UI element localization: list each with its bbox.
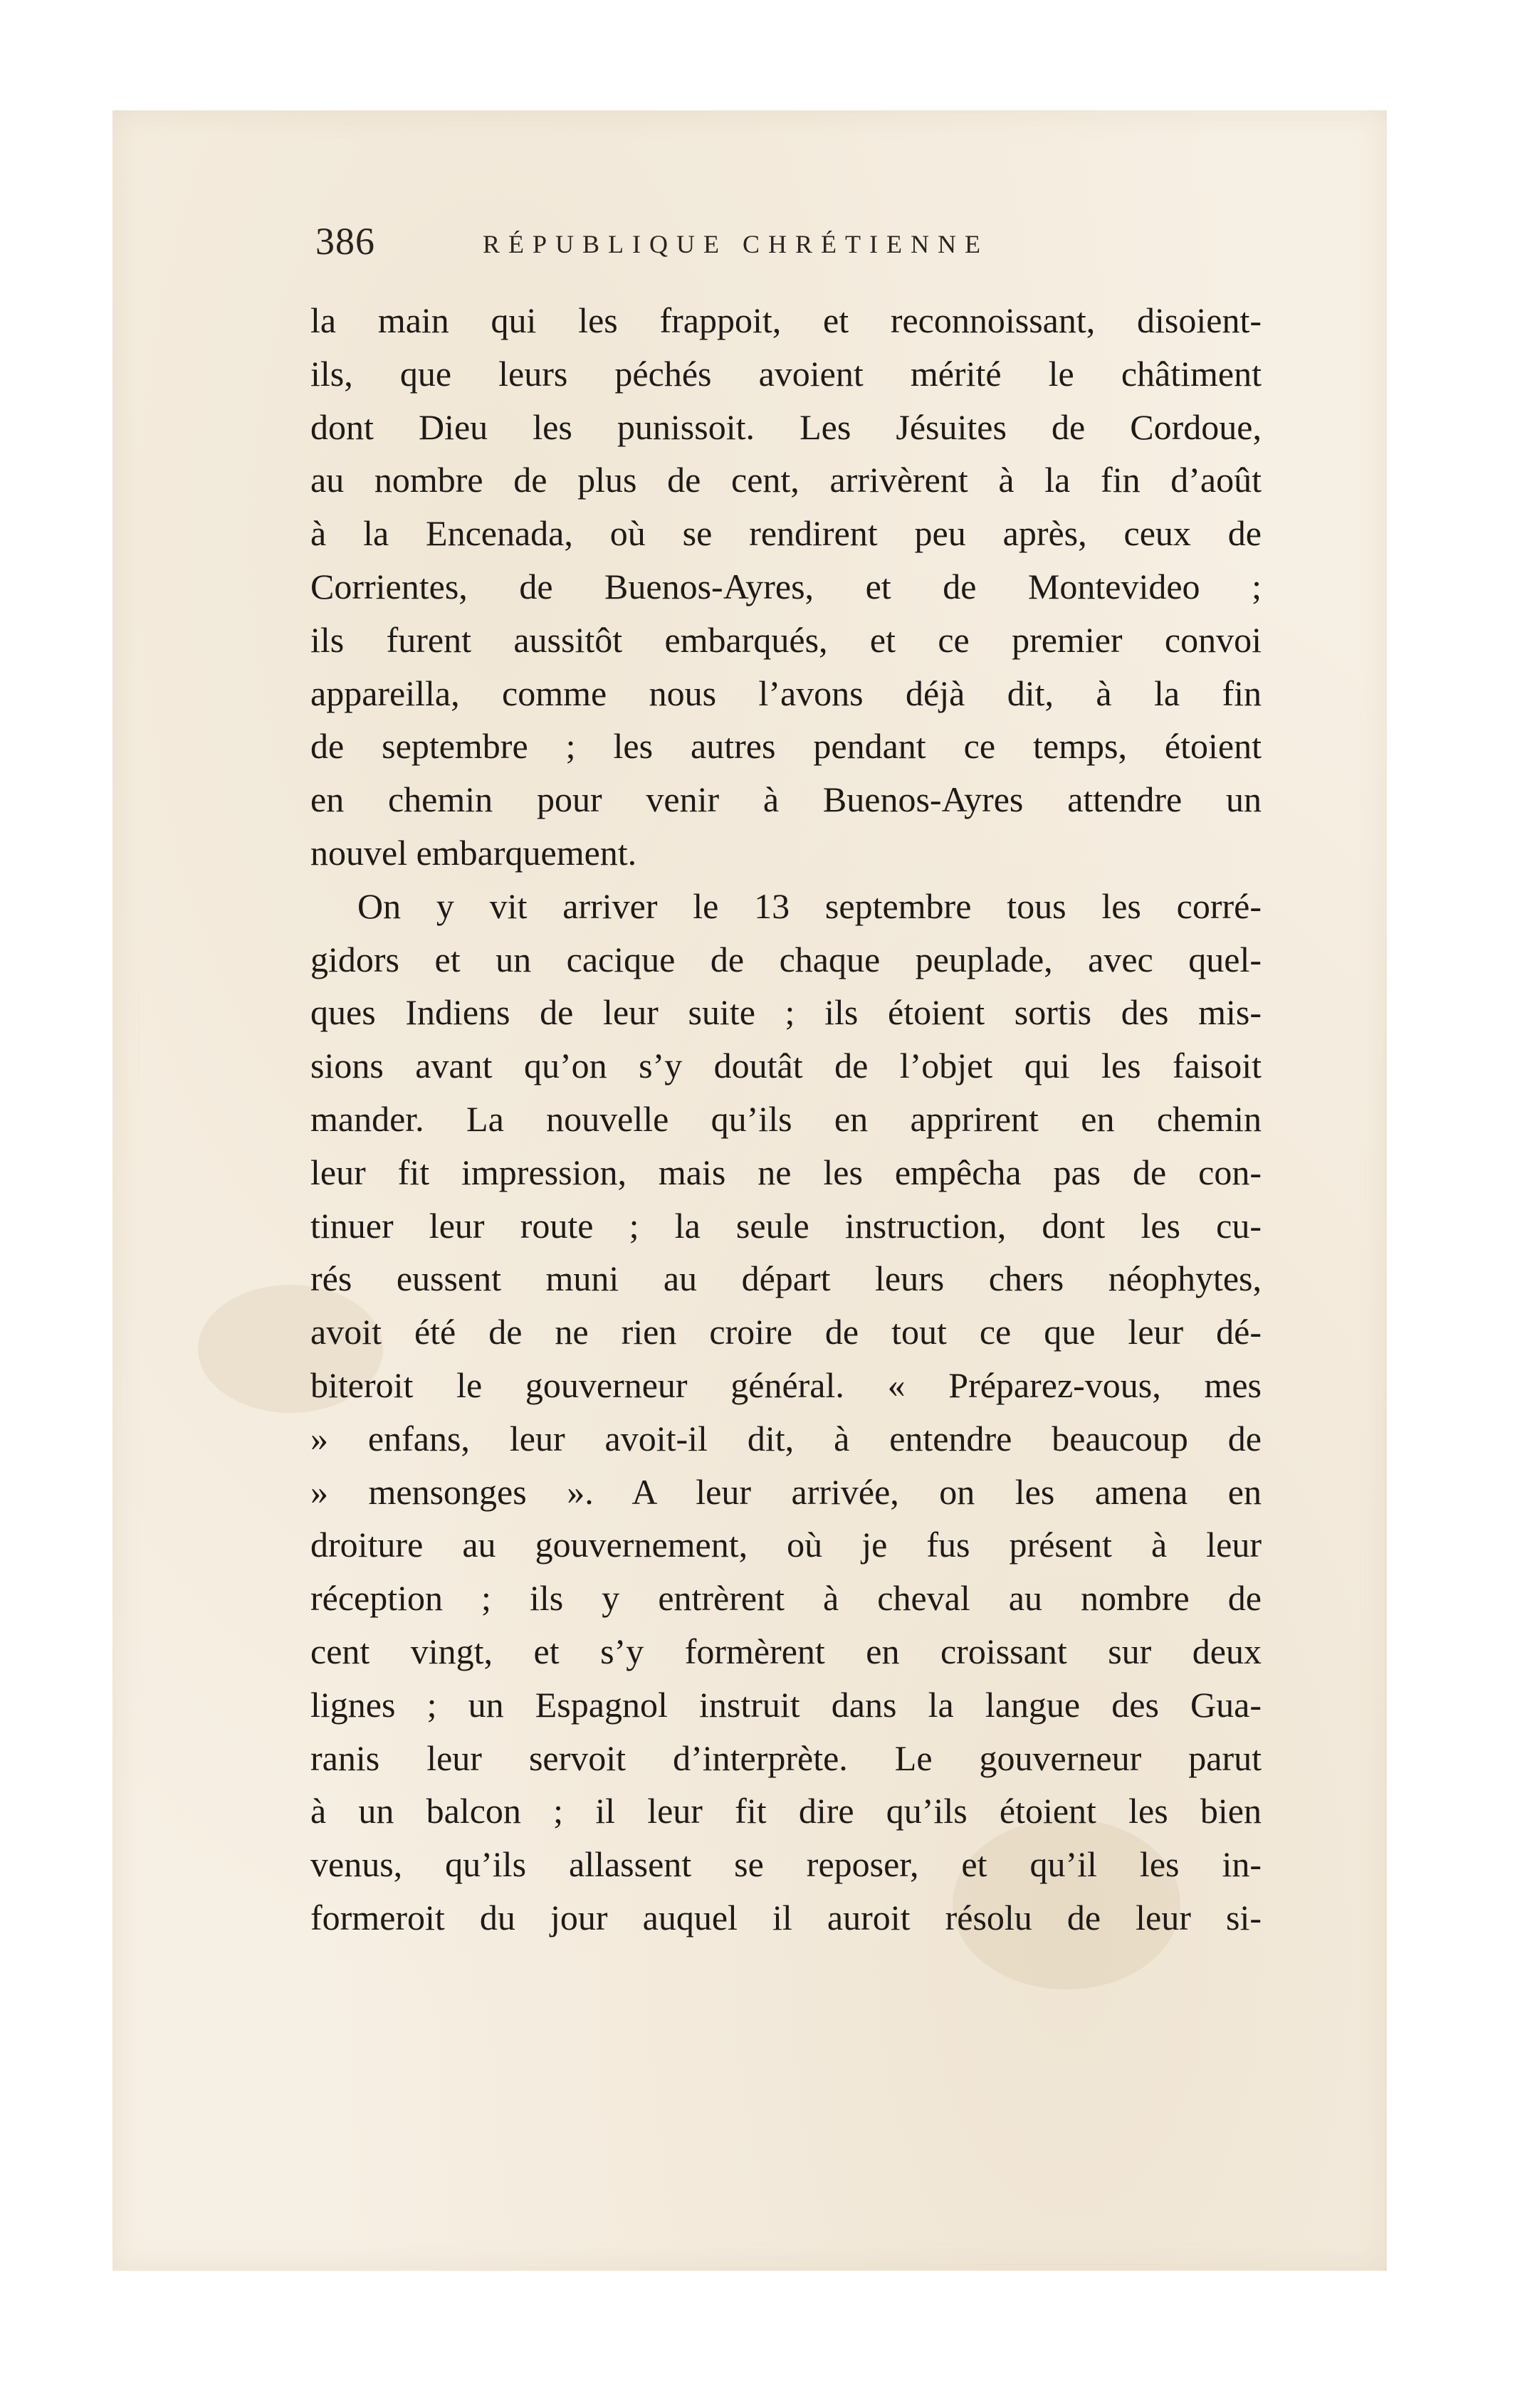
text-line: réception ; ils y entrèrent à cheval au nombre de: [310, 1578, 1262, 1619]
text-line: avoit été de ne rien croire de tout ce que leur dé-: [310, 1312, 1262, 1352]
text-line: ils, que leurs péchés avoient mérité le châtiment: [310, 353, 1262, 394]
text-line: lignes ; un Espagnol instruit dans la langue des Gua-: [310, 1684, 1262, 1725]
running-title: RÉPUBLIQUE CHRÉTIENNE: [483, 230, 989, 258]
text-line: appareilla, comme nous l’avons déjà dit, à la fin: [310, 673, 1262, 713]
text-line: venus, qu’ils allassent se reposer, et qu’il les in-: [310, 1844, 1262, 1885]
text-line: sions avant qu’on s’y doutât de l’objet qui les faisoit: [310, 1046, 1262, 1086]
text-line: la main qui les frappoit, et reconnoissant, disoient-: [310, 300, 1262, 340]
text-line: à un balcon ; il leur fit dire qu’ils étoient les bien: [310, 1791, 1262, 1831]
text-line: mander. La nouvelle qu’ils en apprirent en chemin: [310, 1098, 1262, 1139]
page-header: [315, 214, 1255, 270]
paragraph-2: [310, 880, 1262, 1945]
text-line: au nombre de plus de cent, arrivèrent à la fin d’août: [310, 460, 1262, 500]
text-line: de septembre ; les autres pendant ce temps, étoient: [310, 726, 1262, 767]
paragraph-1: [310, 294, 1262, 880]
text-line: ranis leur servoit d’interprète. Le gouverneur parut: [310, 1737, 1262, 1778]
body-text: [310, 294, 1262, 1945]
page-number: 386: [315, 220, 375, 263]
text-line: gidors et un cacique de chaque peuplade, avec quel-: [310, 939, 1262, 979]
text-line: en chemin pour venir à Buenos-Ayres attendre un: [310, 779, 1262, 820]
text-line: » mensonges ». A leur arrivée, on les amena en: [310, 1471, 1262, 1512]
text-line: à la Encenada, où se rendirent peu après, ceux de: [310, 513, 1262, 554]
scanned-page: [112, 110, 1387, 2271]
text-line: leur fit impression, mais ne les empêcha pas de con-: [310, 1152, 1262, 1192]
text-line: ques Indiens de leur suite ; ils étoient sortis des mis-: [310, 992, 1262, 1033]
text-line: » enfans, leur avoit-il dit, à entendre beaucoup de: [310, 1418, 1262, 1458]
text-line: formeroit du jour auquel il auroit résolu de leur si-: [310, 1897, 1262, 1938]
text-line: biteroit le gouverneur général. « Préparez-vous, mes: [310, 1365, 1262, 1405]
text-line: Corrientes, de Buenos-Ayres, et de Montevideo ;: [310, 566, 1262, 606]
text-line: tinuer leur route ; la seule instruction, dont les cu-: [310, 1205, 1262, 1246]
text-line: droiture au gouvernement, où je fus présent à leur: [310, 1525, 1262, 1565]
text-line: ils furent aussitôt embarqués, et ce premier convoi: [310, 619, 1262, 660]
text-line: rés eussent muni au départ leurs chers néophytes,: [310, 1258, 1262, 1299]
text-line: nouvel embarquement.: [310, 832, 637, 873]
text-line: On y vit arriver le 13 septembre tous les corré-: [357, 885, 1262, 926]
text-line: dont Dieu les punissoit. Les Jésuites de Cordoue,: [310, 406, 1262, 447]
text-line: cent vingt, et s’y formèrent en croissant sur deux: [310, 1631, 1262, 1671]
